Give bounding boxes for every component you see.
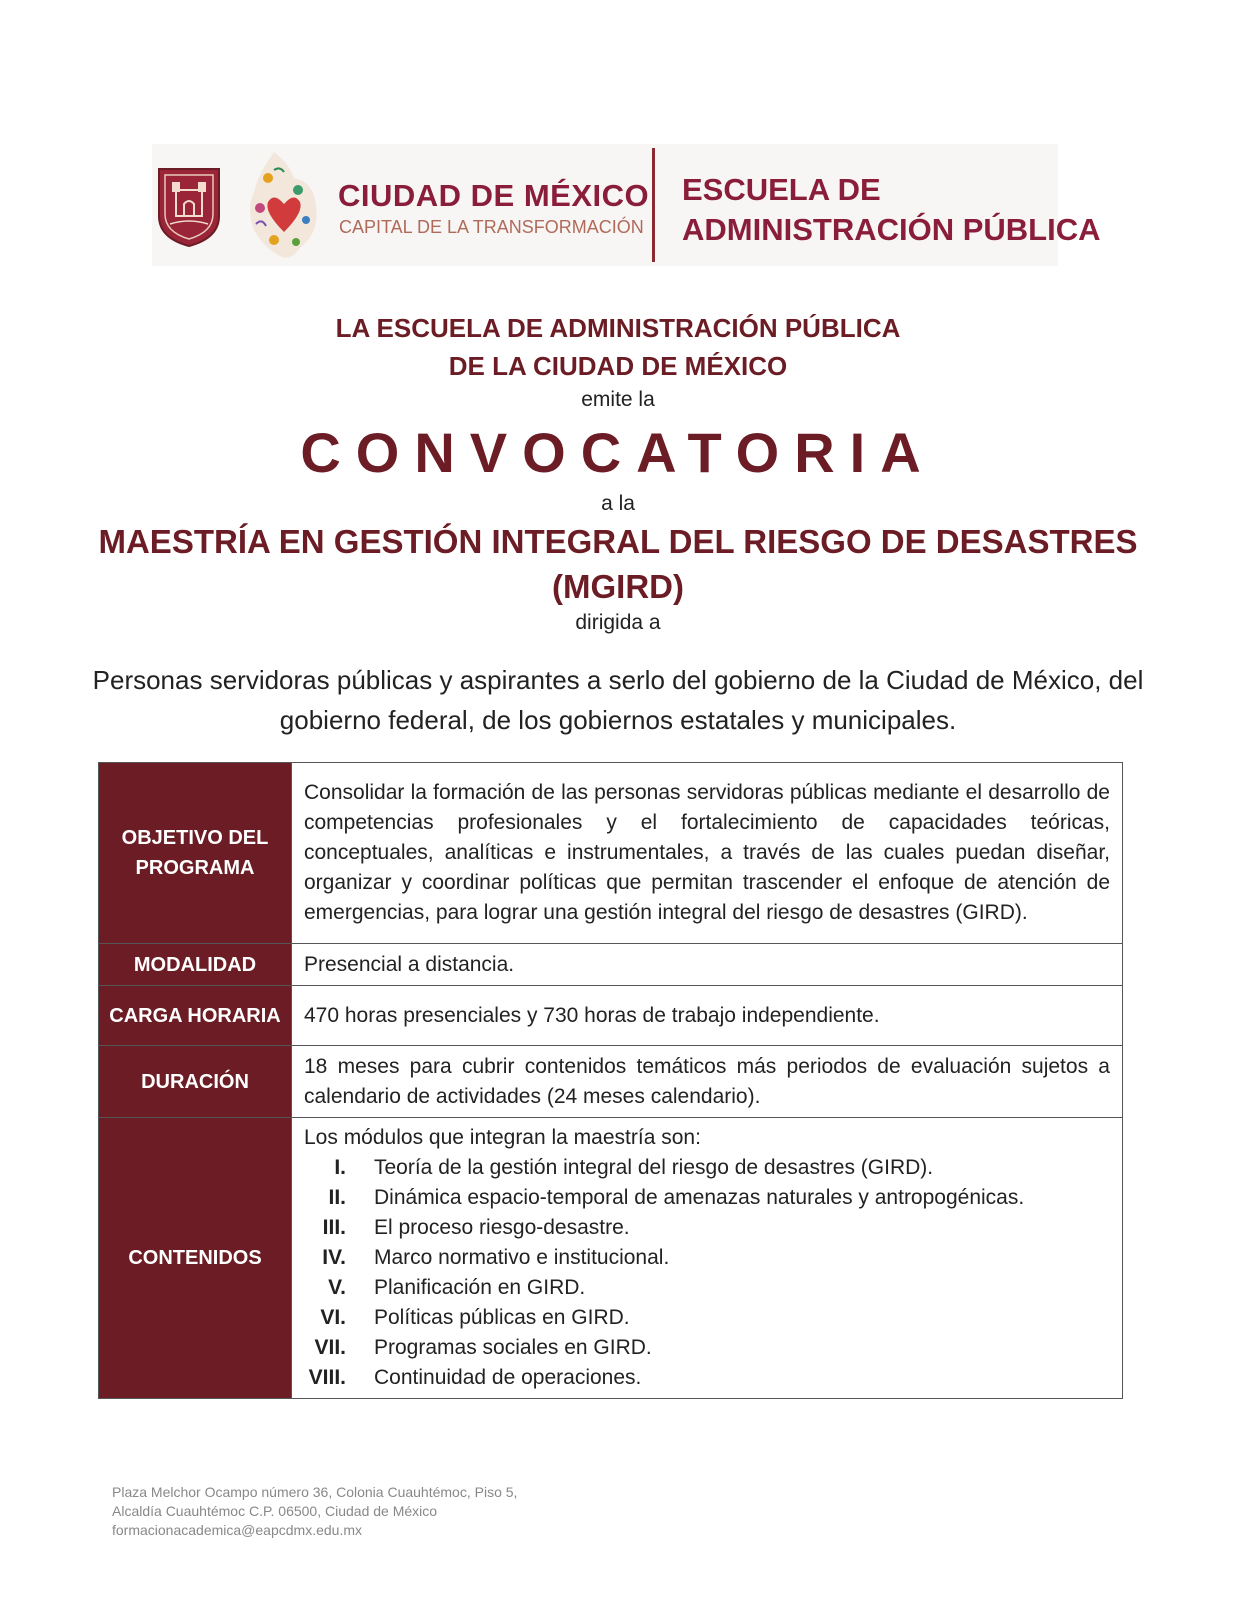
audience-text: [0, 660, 1236, 740]
program-info-table: [98, 762, 1123, 1399]
module-text: El proceso riesgo-desastre.: [374, 1216, 630, 1239]
label-carga-horaria: CARGA HORARIA: [99, 986, 292, 1046]
label-objetivo: OBJETIVO DEL PROGRAMA: [99, 763, 292, 944]
cdmx-name: CIUDAD DE MÉXICO: [338, 178, 650, 213]
school-name-line1: ESCUELA DE: [682, 172, 881, 207]
module-text: Dinámica espacio-temporal de amenazas naturales y antropogénicas.: [374, 1186, 1025, 1209]
value-modalidad: Presencial a distancia.: [292, 944, 1123, 986]
value-duracion: 18 meses para cubrir contenidos temáticos más periodos de evaluación sujetos a calendario de actividades (24 meses calendario).: [292, 1046, 1123, 1118]
table-row-carga-horaria: [99, 986, 1123, 1046]
module-text: Planificación en GIRD.: [374, 1276, 586, 1299]
label-modalidad: MODALIDAD: [99, 944, 292, 986]
module-text: Programas sociales en GIRD.: [374, 1336, 652, 1359]
cdmx-tagline: CAPITAL DE LA TRANSFORMACIÓN: [339, 217, 644, 237]
org-line-1: LA ESCUELA DE ADMINISTRACIÓN PÚBLICA: [335, 313, 901, 343]
module-number: VIII.: [308, 1366, 346, 1389]
footer-address: [112, 1483, 517, 1540]
module-number: VI.: [320, 1306, 346, 1329]
school-name: [682, 170, 1101, 250]
org-line-2: DE LA CIUDAD DE MÉXICO: [448, 351, 788, 381]
footer-address-line1: Plaza Melchor Ocampo número 36, Colonia Cuauhtémoc, Piso 5,: [112, 1484, 518, 1500]
value-objetivo: Consolidar la formación de las personas servidoras públicas mediante el desarrollo de competencias profesionales y el fortalecimiento de capacidades teóricas, conceptuales, analíticas e instrumentales, a través de las cuales puedan diseñar, organizar y coordinar políticas que permitan trascender el enfoque de atención de emergencias, para lograr una gestión integral del riesgo de desastres (GIRD).: [292, 763, 1123, 944]
label-contenidos: CONTENIDOS: [99, 1118, 292, 1399]
module-number: I.: [334, 1156, 346, 1179]
module-text: Teoría de la gestión integral del riesgo de desastres (GIRD).: [374, 1156, 934, 1179]
list-item: [304, 1243, 1110, 1273]
a-la-text: a la: [601, 492, 635, 515]
list-item: [304, 1213, 1110, 1243]
module-number: VII.: [314, 1336, 346, 1359]
module-list: [304, 1153, 1110, 1393]
table-row-duracion: [99, 1046, 1123, 1118]
program-title-line2: (MGIRD): [552, 568, 684, 605]
module-number: IV.: [322, 1246, 346, 1269]
header-logo-banner: [152, 144, 1101, 266]
list-item: [304, 1183, 1110, 1213]
module-number: II.: [328, 1186, 346, 1209]
list-item: [304, 1303, 1110, 1333]
module-number: V.: [328, 1276, 346, 1299]
list-item: [304, 1153, 1110, 1183]
label-duracion: DURACIÓN: [99, 1046, 292, 1118]
dirigida-text: dirigida a: [575, 611, 661, 634]
emite-text: emite la: [581, 388, 655, 411]
list-item: [304, 1333, 1110, 1363]
convocatoria-heading: CONVOCATORIA: [300, 421, 936, 484]
cdmx-shield-icon: [156, 166, 222, 248]
value-contenidos: [292, 1118, 1123, 1399]
footer-address-line2: Alcaldía Cuauhtémoc C.P. 06500, Ciudad de México: [112, 1503, 438, 1519]
table-row-modalidad: [99, 944, 1123, 986]
footer-email: formacionacademica@eapcdmx.edu.mx: [112, 1522, 362, 1538]
value-carga-horaria: 470 horas presenciales y 730 horas de trabajo independiente.: [292, 986, 1123, 1046]
contenidos-intro: Los módulos que integran la maestría son:: [304, 1126, 701, 1149]
table-row-contenidos: [99, 1118, 1123, 1399]
cdmx-heart-logo-icon: [244, 148, 324, 264]
table-row-objetivo: [99, 763, 1123, 944]
module-text: Marco normativo e institucional.: [374, 1246, 670, 1269]
program-title-line1: MAESTRÍA EN GESTIÓN INTEGRAL DEL RIESGO DE DESASTRES: [98, 523, 1138, 560]
list-item: [304, 1273, 1110, 1303]
list-item: [304, 1363, 1110, 1393]
module-number: III.: [322, 1216, 346, 1239]
module-text: Continuidad de operaciones.: [374, 1366, 642, 1389]
logo-divider: [652, 148, 655, 262]
audience-paragraph: Personas servidoras públicas y aspirantes a serlo del gobierno de la Ciudad de México, del gobierno federal, de los gobiernos estatales y municipales.: [92, 665, 1144, 735]
module-text: Políticas públicas en GIRD.: [374, 1306, 630, 1329]
school-name-line2: ADMINISTRACIÓN PÚBLICA: [682, 212, 1101, 247]
